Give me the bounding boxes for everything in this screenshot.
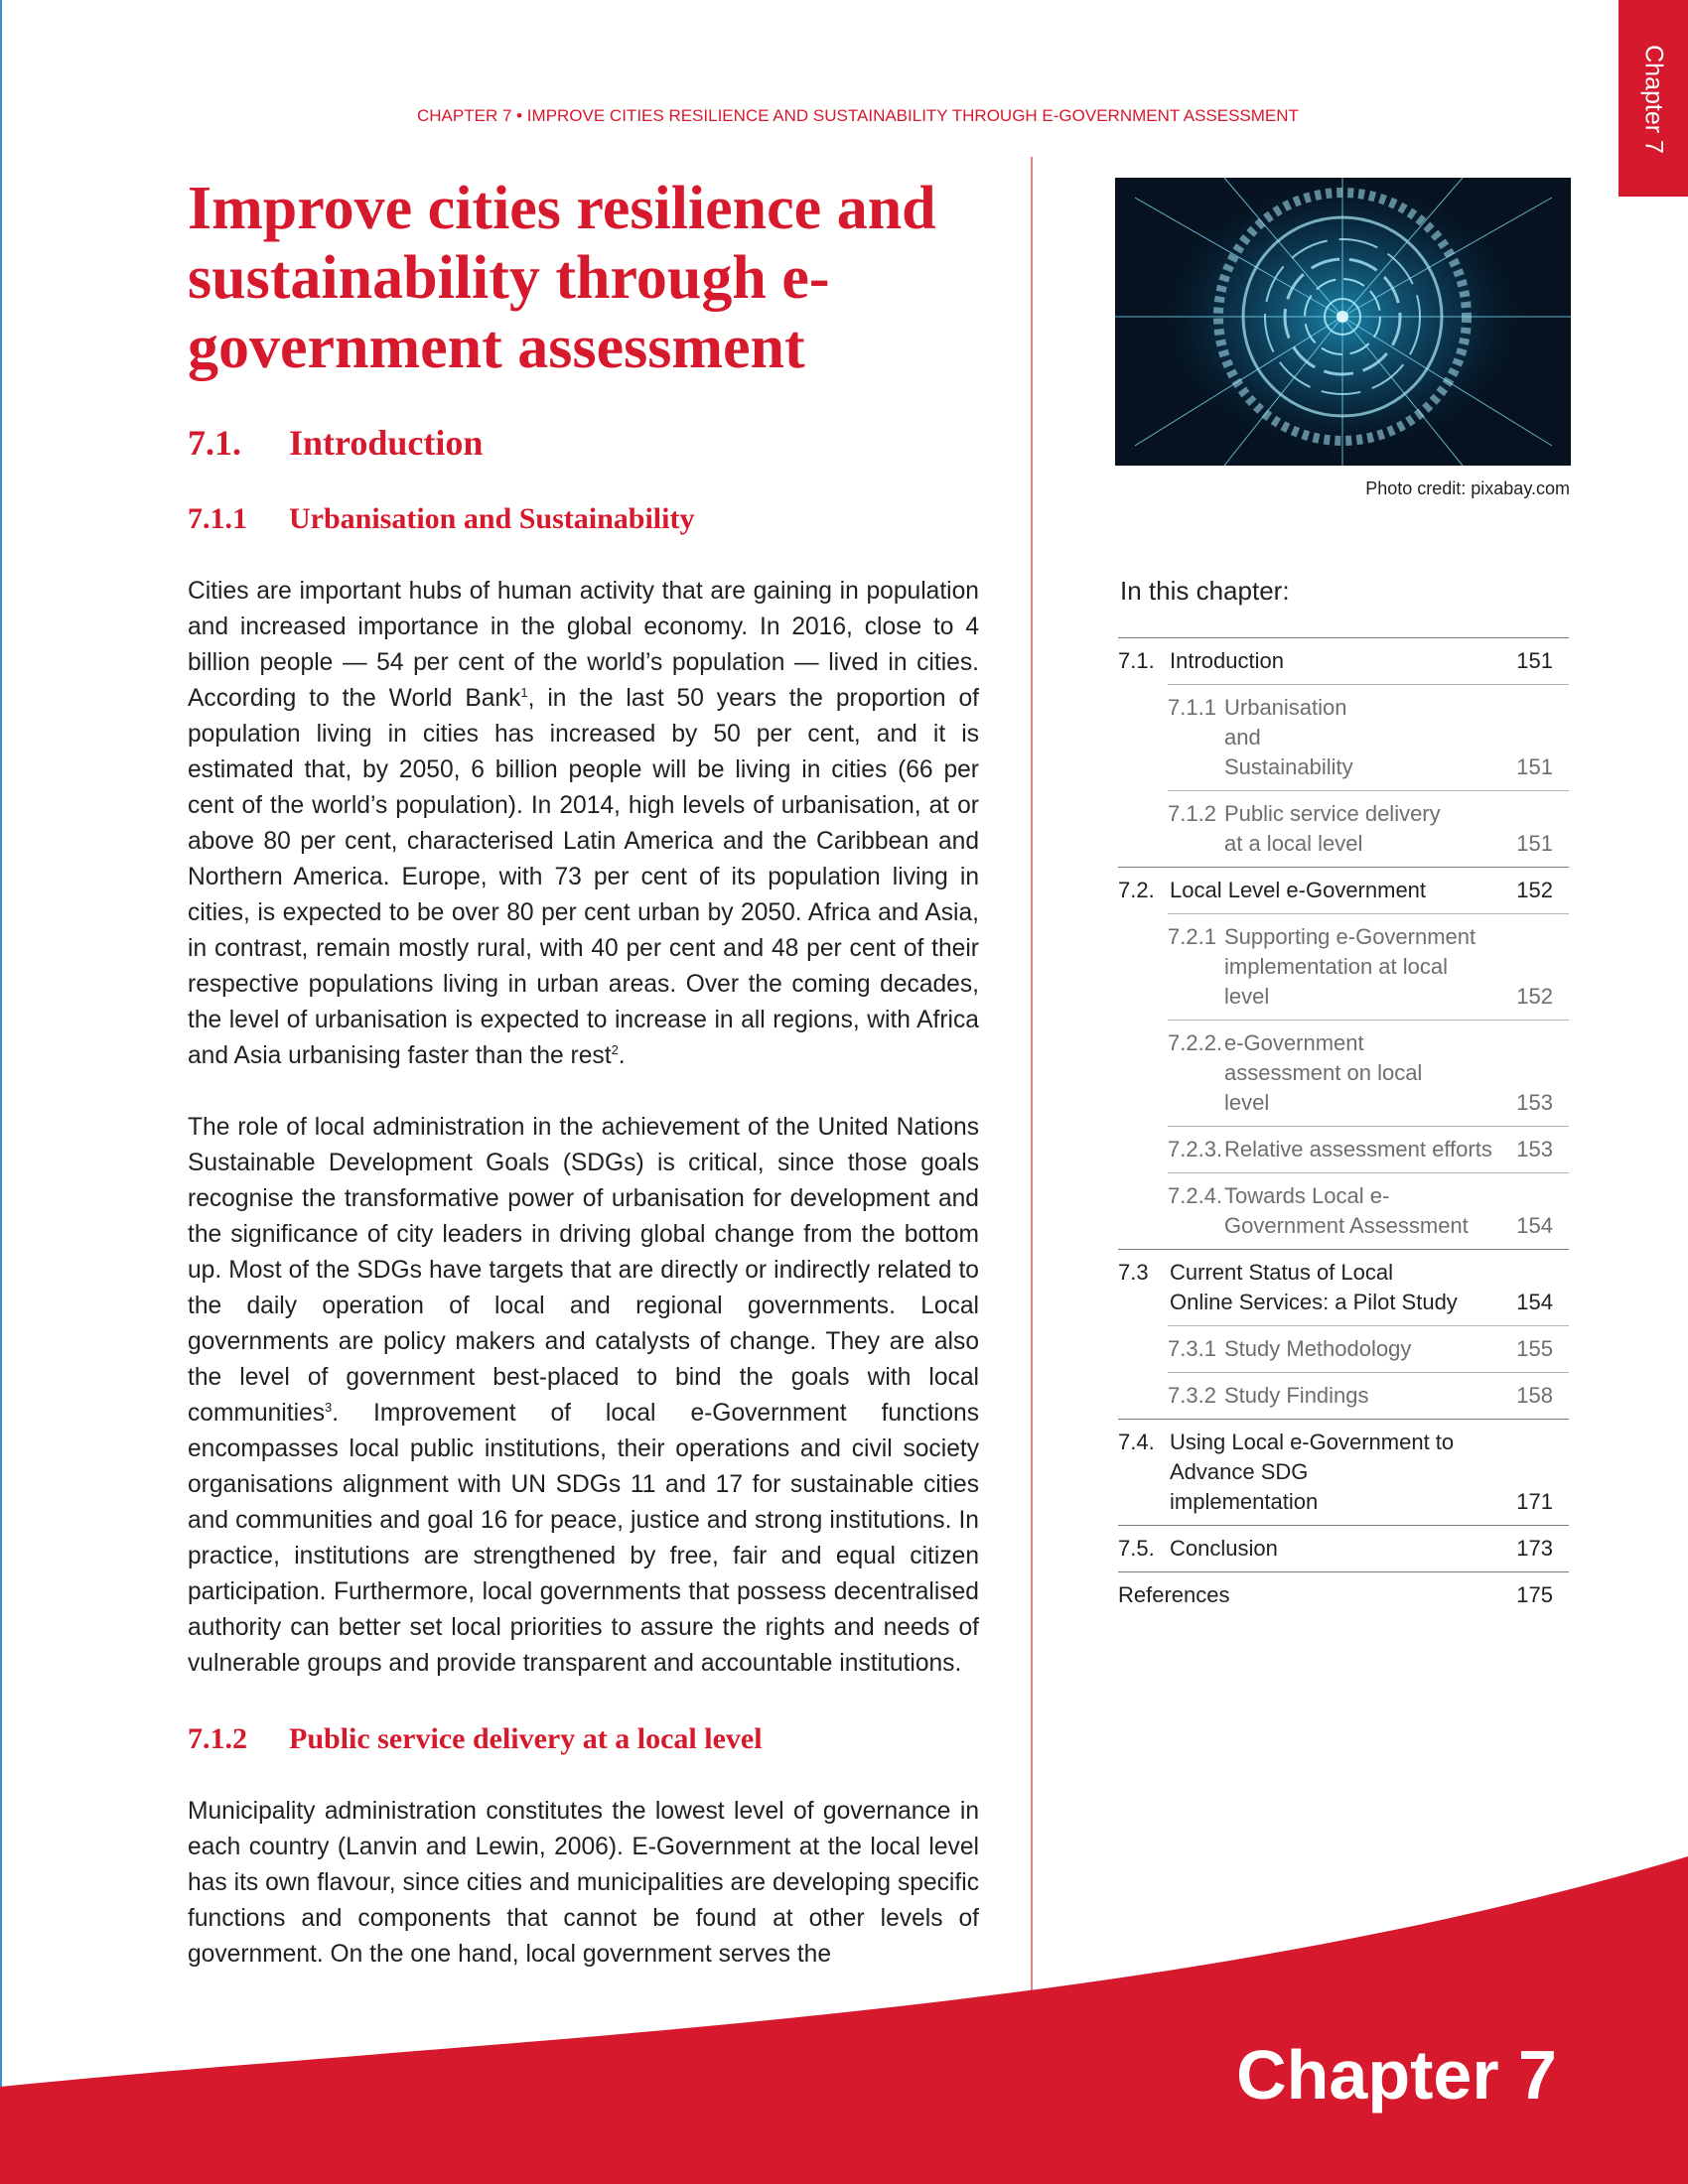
subsection-title: Urbanisation and Sustainability: [289, 502, 695, 535]
toc-entry[interactable]: [1168, 1172, 1569, 1249]
chapter-photo: [1115, 178, 1571, 466]
toc-entry[interactable]: [1168, 1020, 1569, 1126]
toc-entry[interactable]: [1168, 913, 1569, 1020]
toc-entry-page: 152: [1516, 984, 1553, 1009]
toc-entry-number: 7.2.: [1118, 878, 1155, 902]
toc-entry-page: 175: [1516, 1582, 1553, 1607]
section-title: Introduction: [289, 423, 484, 463]
toc-entry-page: 154: [1516, 1213, 1553, 1238]
toc-entry-number: 7.1.2: [1168, 801, 1216, 826]
paragraph-municipality: Municipality administration constitutes the lowest level of governance in each country (Lanvin and Lewin, 2006). E-Government at the local level has its own flavour, since cities and municipalities are developing specific functions and components that cannot be found at other levels of government. On the one hand, local government serves the: [188, 1798, 979, 1968]
chapter-table-of-contents: [1118, 637, 1569, 1618]
toc-entry-title: References: [1118, 1582, 1230, 1607]
toc-entry-number: 7.2.3.: [1168, 1137, 1223, 1161]
toc-entry-title: Study Methodology: [1224, 1336, 1412, 1361]
chapter-side-tab-label: Chapter 7: [1639, 45, 1668, 154]
toc-entry-page: 158: [1516, 1383, 1553, 1408]
toc-entry-page: 171: [1516, 1489, 1553, 1514]
digital-city-circle-image: [1115, 178, 1571, 466]
paragraph-text: , in the last 50 years the proportion of population living in cities has increased by 50 per cent, and it is estimated that, by 2050, 6 billion people will be living in cities (66 per cent of the world’s population). In 2014, high levels of urbanisation, at or above 80 per cent, characterised Latin America and the Caribbean and Northern America. Europe, with 73 per cent of its population living in cities, is expected to be over 80 per cent urban by 2050. Africa and Asia, in contrast, remain mostly rural, with 40 per cent and 48 per cent of their respective populations living in urban areas. Over the coming decades, the level of urbanisation is expected to increase in all regions, with Africa and Asia urbanising faster than the rest: [188, 685, 979, 1069]
paragraph-text: Cities are important hubs of human activity that are gaining in population and increased importance in the global economy. In 2016, close to 4 billion people — 54 per cent of the world’s population — lived in cities. According to the World Bank: [188, 578, 979, 712]
toc-entry[interactable]: [1168, 684, 1569, 790]
subsection-number: 7.1.1: [188, 502, 247, 535]
toc-entry[interactable]: [1118, 1525, 1569, 1571]
toc-entry-number: 7.4.: [1118, 1430, 1155, 1454]
toc-entry[interactable]: [1118, 867, 1569, 913]
toc-entry-number: 7.3: [1118, 1260, 1149, 1285]
footnote-ref-3[interactable]: 3: [325, 1399, 333, 1415]
chapter-title: Improve cities resilience and sustainability through e-government assessment: [188, 175, 936, 381]
toc-entry-title: Introduction: [1170, 648, 1284, 673]
toc-entry[interactable]: [1118, 1419, 1569, 1525]
toc-entry-page: 154: [1516, 1290, 1553, 1314]
toc-entry[interactable]: [1168, 1372, 1569, 1419]
section-number: 7.1.: [188, 423, 241, 463]
paragraph-local-administration: [188, 1110, 979, 1682]
toc-entry-number: 7.2.2.: [1168, 1030, 1223, 1055]
toc-entry-title: Urbanisation and Sustainability: [1224, 695, 1353, 779]
toc-entry-number: 7.1.1: [1168, 695, 1216, 720]
chapter-side-tab[interactable]: [1618, 0, 1688, 197]
paragraph-text: .: [618, 1042, 626, 1069]
paragraph-urbanisation: [188, 574, 979, 1074]
subsection-heading-urbanisation: [188, 502, 694, 536]
toc-entry-number: 7.2.4.: [1168, 1183, 1223, 1208]
photo-credit: Photo credit: pixabay.com: [1365, 478, 1570, 498]
footer-chapter-label: Chapter 7: [1236, 2036, 1557, 2114]
toc-entry[interactable]: [1168, 1126, 1569, 1172]
paragraph-text: The role of local administration in the achievement of the United Nations Sustainable Development Goals (SDGs) is critical, since those goals recognise the transformative power of urbanisation for development and the significance of city leaders in driving global change from the bottom up. Most of the SDGs have targets that are directly or indirectly related to the daily operation of local and regional governments. Local governments are policy makers and catalysts of change. They are also the level of government best-placed to bind the goals with local communities: [188, 1114, 979, 1427]
toc-entry-title: Towards Local e-Government Assessment: [1224, 1183, 1469, 1238]
column-divider: [1031, 157, 1033, 1993]
running-header: CHAPTER 7 • IMPROVE CITIES RESILIENCE AND SUSTAINABILITY THROUGH E-GOVERNMENT ASSESSMENT: [417, 106, 1299, 125]
toc-entry-title: Study Findings: [1224, 1383, 1369, 1408]
toc-entry-title: Public service delivery at a local level: [1224, 801, 1441, 856]
footer-red-wave: [0, 1856, 1688, 2184]
toc-entry-title: Supporting e-Government implementation at local level: [1224, 924, 1477, 1009]
toc-entry[interactable]: [1118, 637, 1569, 684]
toc-entry-title: e-Government assessment on local level: [1224, 1030, 1423, 1115]
toc-entry-references[interactable]: [1118, 1571, 1569, 1618]
toc-entry-title: Current Status of Local Online Services: a Pilot Study: [1170, 1260, 1458, 1314]
toc-entry[interactable]: [1168, 790, 1569, 867]
toc-entry[interactable]: [1118, 1249, 1569, 1325]
section-heading-introduction: [188, 422, 483, 464]
toc-entry-page: 173: [1516, 1536, 1553, 1561]
toc-entry-page: 151: [1516, 648, 1553, 673]
toc-entry-title: Conclusion: [1170, 1536, 1278, 1561]
toc-entry-title: Local Level e-Government: [1170, 878, 1427, 902]
toc-entry[interactable]: [1168, 1325, 1569, 1372]
subsection-title: Public service delivery at a local level: [289, 1722, 763, 1755]
toc-entry-page: 153: [1516, 1090, 1553, 1115]
toc-entry-number: 7.1.: [1118, 648, 1155, 673]
toc-entry-title: Relative assessment efforts: [1224, 1137, 1492, 1161]
toc-entry-page: 155: [1516, 1336, 1553, 1361]
subsection-number: 7.1.2: [188, 1722, 247, 1755]
footnote-ref-1[interactable]: 1: [520, 684, 528, 700]
toc-entry-number: 7.3.1: [1168, 1336, 1216, 1361]
toc-entry-page: 151: [1516, 754, 1553, 779]
toc-entry-number: 7.2.1: [1168, 924, 1216, 949]
toc-entry-number: 7.5.: [1118, 1536, 1155, 1561]
paragraph-text: . Improvement of local e-Government functions encompasses local public institutions, their operations and civil society organisations alignment with UN SDGs 11 and 17 for sustainable cities and communities and goal 16 for peace, justice and strong institutions. In practice, institutions are strengthened by free, fair and equal citizen participation. Furthermore, local governments that possess decentralised authority can better set local priorities to assure the rights and needs of vulnerable groups and provide transparent and accountable institutions.: [188, 1400, 979, 1677]
toc-entry-title: Using Local e-Government to Advance SDG implementation: [1170, 1430, 1455, 1514]
toc-entry-page: 151: [1516, 831, 1553, 856]
toc-entry-page: 152: [1516, 878, 1553, 902]
toc-heading: In this chapter:: [1120, 576, 1290, 606]
subsection-heading-public-service: [188, 1722, 763, 1756]
toc-entry-page: 153: [1516, 1137, 1553, 1161]
toc-entry-number: 7.3.2: [1168, 1383, 1216, 1408]
footnote-ref-2[interactable]: 2: [611, 1041, 619, 1057]
